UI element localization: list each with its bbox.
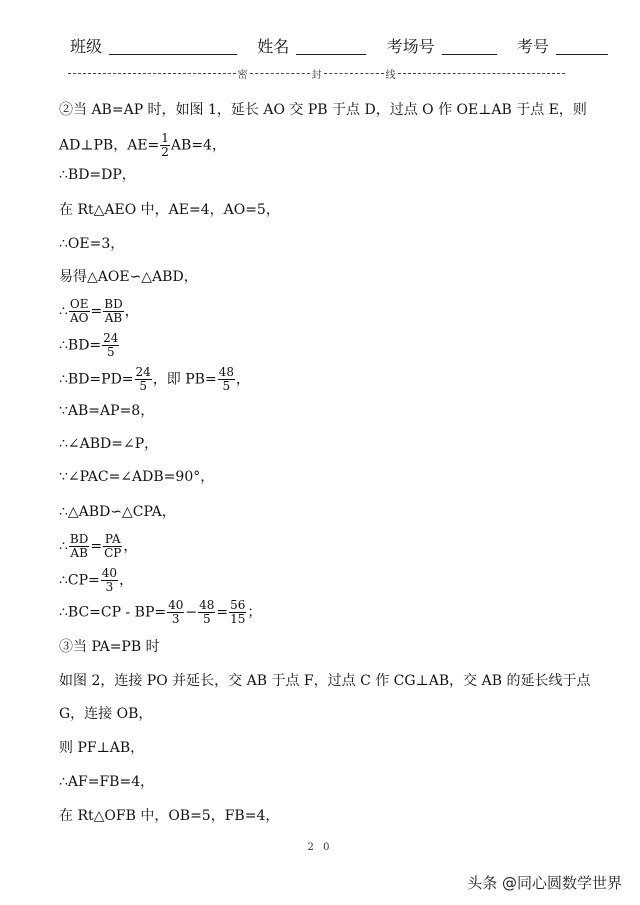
seal-char-3: 线 — [385, 70, 396, 81]
text-line: ∵∠PAC=∠ADB=90°， — [59, 469, 215, 485]
page-number: 2 0 — [307, 842, 333, 853]
text-span: = — [90, 538, 103, 555]
name-label: 姓名 — [257, 37, 290, 56]
text-line: ∴AF=FB=4， — [59, 774, 155, 790]
text-line: ∵AB=AP=8， — [59, 403, 155, 419]
fraction-denominator: AB — [104, 311, 123, 325]
fraction-numerator: 1 — [161, 131, 169, 145]
text-span: AB=4， — [170, 137, 226, 154]
fraction-denominator: AB — [70, 546, 88, 560]
exam-room-blank — [442, 38, 497, 55]
text-line — [59, 332, 120, 359]
fraction-denominator: 3 — [105, 580, 114, 594]
seal-dash — [398, 73, 566, 74]
text-line: ②当 AB=AP 时，如图 1，延长 AO 交 PB 于点 D，过点 O 作 OE⊥AB 于点 E，则 — [59, 102, 587, 118]
text-line: G，连接 OB， — [59, 706, 153, 722]
text-span: ， — [119, 572, 134, 589]
seal-dash — [250, 73, 310, 74]
text-line — [59, 567, 133, 594]
fraction — [103, 298, 123, 325]
fraction-denominator: 3 — [171, 612, 180, 626]
seal-dash — [68, 73, 236, 74]
fraction-denominator: 2 — [161, 145, 169, 159]
text-line: 则 PF⊥AB， — [59, 740, 145, 756]
fraction-denominator: 5 — [202, 612, 211, 626]
text-line: 在 Rt△OFB 中，OB=5，FB=4， — [59, 808, 280, 824]
fraction — [218, 366, 235, 393]
exam-number-label: 考号 — [516, 37, 549, 56]
seal-char-2: 封 — [311, 70, 322, 81]
text-line: 如图 2，连接 PO 并延长，交 AB 于点 F，过点 C 作 CG⊥AB，交 AB 的延长线于点 — [59, 673, 591, 689]
text-span: ∴BD=PD= — [59, 371, 134, 388]
fraction-numerator: PA — [104, 532, 121, 546]
fraction-numerator: 24 — [135, 365, 151, 379]
text-line — [59, 533, 137, 560]
text-span: ∴CP= — [59, 572, 100, 589]
fraction — [103, 533, 122, 560]
text-span: = — [216, 604, 229, 621]
text-span: = — [90, 303, 103, 320]
text-line — [59, 298, 139, 325]
text-line — [59, 132, 226, 159]
fraction-numerator: 56 — [230, 598, 246, 612]
exam-header — [70, 34, 590, 57]
text-span: ，即 PB= — [152, 371, 217, 388]
class-label: 班级 — [70, 37, 103, 56]
fraction-numerator: OE — [69, 297, 89, 311]
fraction-denominator: AO — [69, 311, 89, 325]
exam-number-blank — [556, 38, 608, 55]
fraction — [69, 533, 89, 560]
fraction — [135, 366, 152, 393]
fraction — [69, 298, 90, 325]
text-span: AD⊥PB，AE= — [59, 137, 160, 154]
fraction-numerator: 48 — [218, 365, 234, 379]
seal-dash — [324, 73, 384, 74]
text-line — [59, 366, 250, 393]
text-span: ， — [124, 303, 139, 320]
text-span: ， — [123, 538, 138, 555]
fraction-numerator: BD — [69, 532, 89, 546]
exam-room-label: 考场号 — [386, 37, 435, 56]
fraction-numerator: BD — [104, 297, 123, 311]
text-span: − — [185, 604, 198, 621]
text-line: 在 Rt△AEO 中，AE=4，AO=5， — [59, 202, 280, 218]
text-line: ∴BD=DP， — [59, 167, 136, 183]
text-line: ③当 PA=PB 时 — [59, 639, 160, 655]
fraction-denominator: CP — [104, 546, 122, 560]
class-blank — [109, 38, 237, 55]
fraction — [160, 132, 170, 159]
watermark: 头条 @同心圆数学世界 — [467, 874, 622, 892]
text-span: ， — [235, 371, 250, 388]
seal-line — [68, 66, 565, 81]
name-blank — [296, 38, 366, 55]
seal-char-1: 密 — [237, 70, 248, 81]
fraction-numerator: 40 — [101, 566, 118, 580]
fraction-numerator: 24 — [103, 331, 119, 345]
fraction — [229, 599, 246, 626]
text-line: ∴OE=3， — [59, 236, 125, 252]
text-span: ∴BC=CP - BP= — [59, 604, 167, 621]
fraction — [198, 599, 215, 626]
text-span: ∴BD= — [59, 337, 102, 354]
text-line — [59, 599, 261, 626]
text-line: ∴△ABD∽△CPA， — [59, 504, 176, 520]
fraction-denominator: 5 — [139, 379, 147, 393]
fraction-numerator: 48 — [199, 598, 215, 612]
text-span: ∴ — [59, 303, 68, 320]
text-line: ∴∠ABD=∠P， — [59, 436, 159, 452]
fraction — [102, 332, 119, 359]
fraction-numerator: 40 — [168, 598, 184, 612]
fraction-denominator: 15 — [230, 612, 246, 626]
text-line: 易得△AOE∽△ABD， — [59, 269, 198, 285]
text-span: ； — [247, 604, 262, 621]
fraction-denominator: 5 — [222, 379, 231, 393]
fraction — [167, 599, 184, 626]
fraction-denominator: 5 — [106, 345, 115, 359]
fraction — [101, 567, 118, 594]
text-span: ∴ — [59, 538, 68, 555]
